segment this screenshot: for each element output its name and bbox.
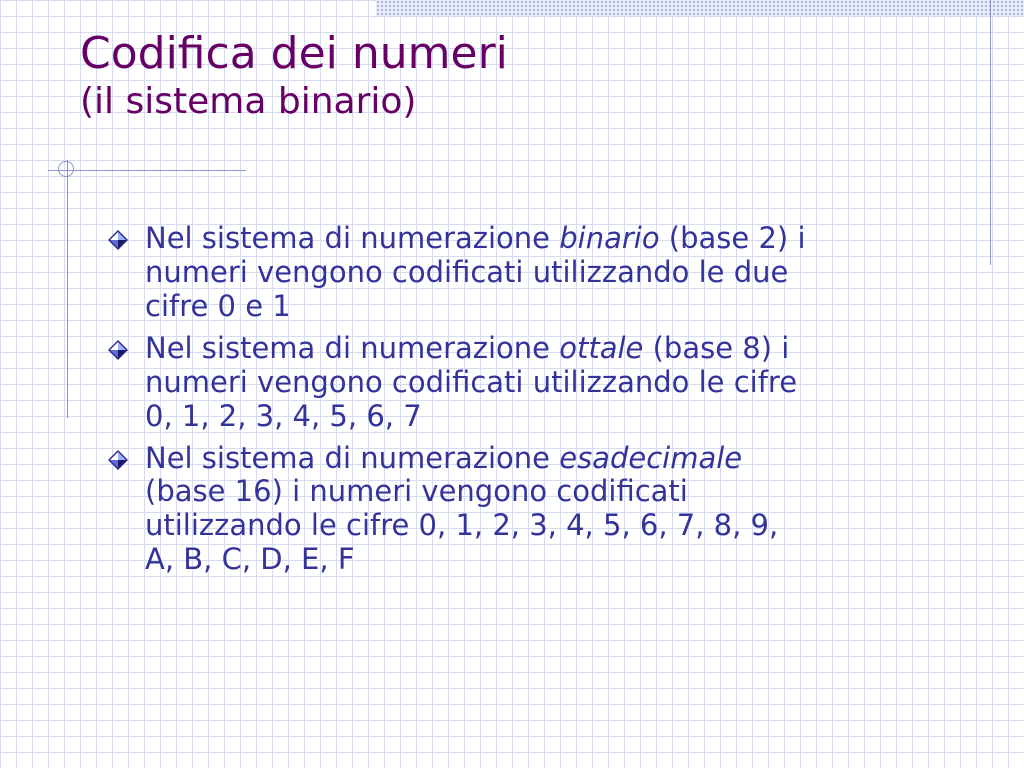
bullet-text-run: (base 2) i bbox=[659, 221, 806, 255]
bullet-text-run: utilizzando le cifre 0, 1, 2, 3, 4, 5, 6, 7, 8, 9, bbox=[145, 508, 779, 543]
bullet-line bbox=[145, 290, 958, 324]
corner-ring-ornament bbox=[58, 161, 74, 177]
bullet-line bbox=[145, 332, 958, 366]
bullet-line bbox=[145, 509, 958, 543]
bullet-list bbox=[108, 222, 958, 585]
bullet-line bbox=[145, 475, 958, 509]
bullet-text-run: Nel sistema di numerazione bbox=[145, 221, 560, 255]
emphasized-term: ottale bbox=[559, 330, 644, 365]
slide-subtitle: (il sistema binario) bbox=[80, 80, 417, 122]
bullet-text-run: (base 16) i numeri vengono codificati bbox=[145, 474, 688, 509]
slide-title: Codifica dei numeri bbox=[80, 28, 508, 79]
bullet-line bbox=[145, 366, 958, 400]
bullet-text bbox=[145, 332, 958, 434]
slide-title-block bbox=[80, 28, 508, 122]
bullet-line bbox=[145, 543, 958, 577]
bullet-text-run: 0, 1, 2, 3, 4, 5, 6, 7 bbox=[145, 398, 422, 433]
right-vertical-rule bbox=[990, 0, 991, 265]
bullet-line bbox=[145, 222, 958, 256]
bullet-item-2 bbox=[108, 332, 958, 434]
emphasized-term: esadecimale bbox=[559, 440, 743, 475]
bullet-text-run: numeri vengono codificati utilizzando le due bbox=[145, 254, 789, 289]
left-vertical-rule bbox=[67, 160, 68, 418]
bullet-text-run: Nel sistema di numerazione bbox=[145, 330, 560, 365]
diamond-bullet-icon bbox=[108, 450, 128, 470]
bullet-text-run: (base 8) i bbox=[643, 330, 790, 365]
diamond-bullet-icon bbox=[108, 230, 128, 250]
title-underline-rule bbox=[48, 170, 246, 171]
bullet-text bbox=[145, 442, 958, 578]
bullet-text-run: A, B, C, D, E, F bbox=[145, 542, 355, 577]
bullet-text bbox=[145, 222, 958, 324]
bullet-text-run: Nel sistema di numerazione bbox=[145, 440, 560, 475]
emphasized-term: binario bbox=[559, 221, 660, 255]
bullet-line bbox=[145, 442, 958, 476]
bullet-item-1 bbox=[108, 222, 958, 324]
dotted-header-band bbox=[376, 0, 1024, 16]
bullet-text-run: cifre 0 e 1 bbox=[145, 288, 291, 323]
bullet-text-run: numeri vengono codificati utilizzando le cifre bbox=[145, 364, 798, 399]
diamond-bullet-icon bbox=[108, 340, 128, 360]
bullet-line bbox=[145, 400, 958, 434]
bullet-item-3 bbox=[108, 442, 958, 578]
bullet-line bbox=[145, 256, 958, 290]
